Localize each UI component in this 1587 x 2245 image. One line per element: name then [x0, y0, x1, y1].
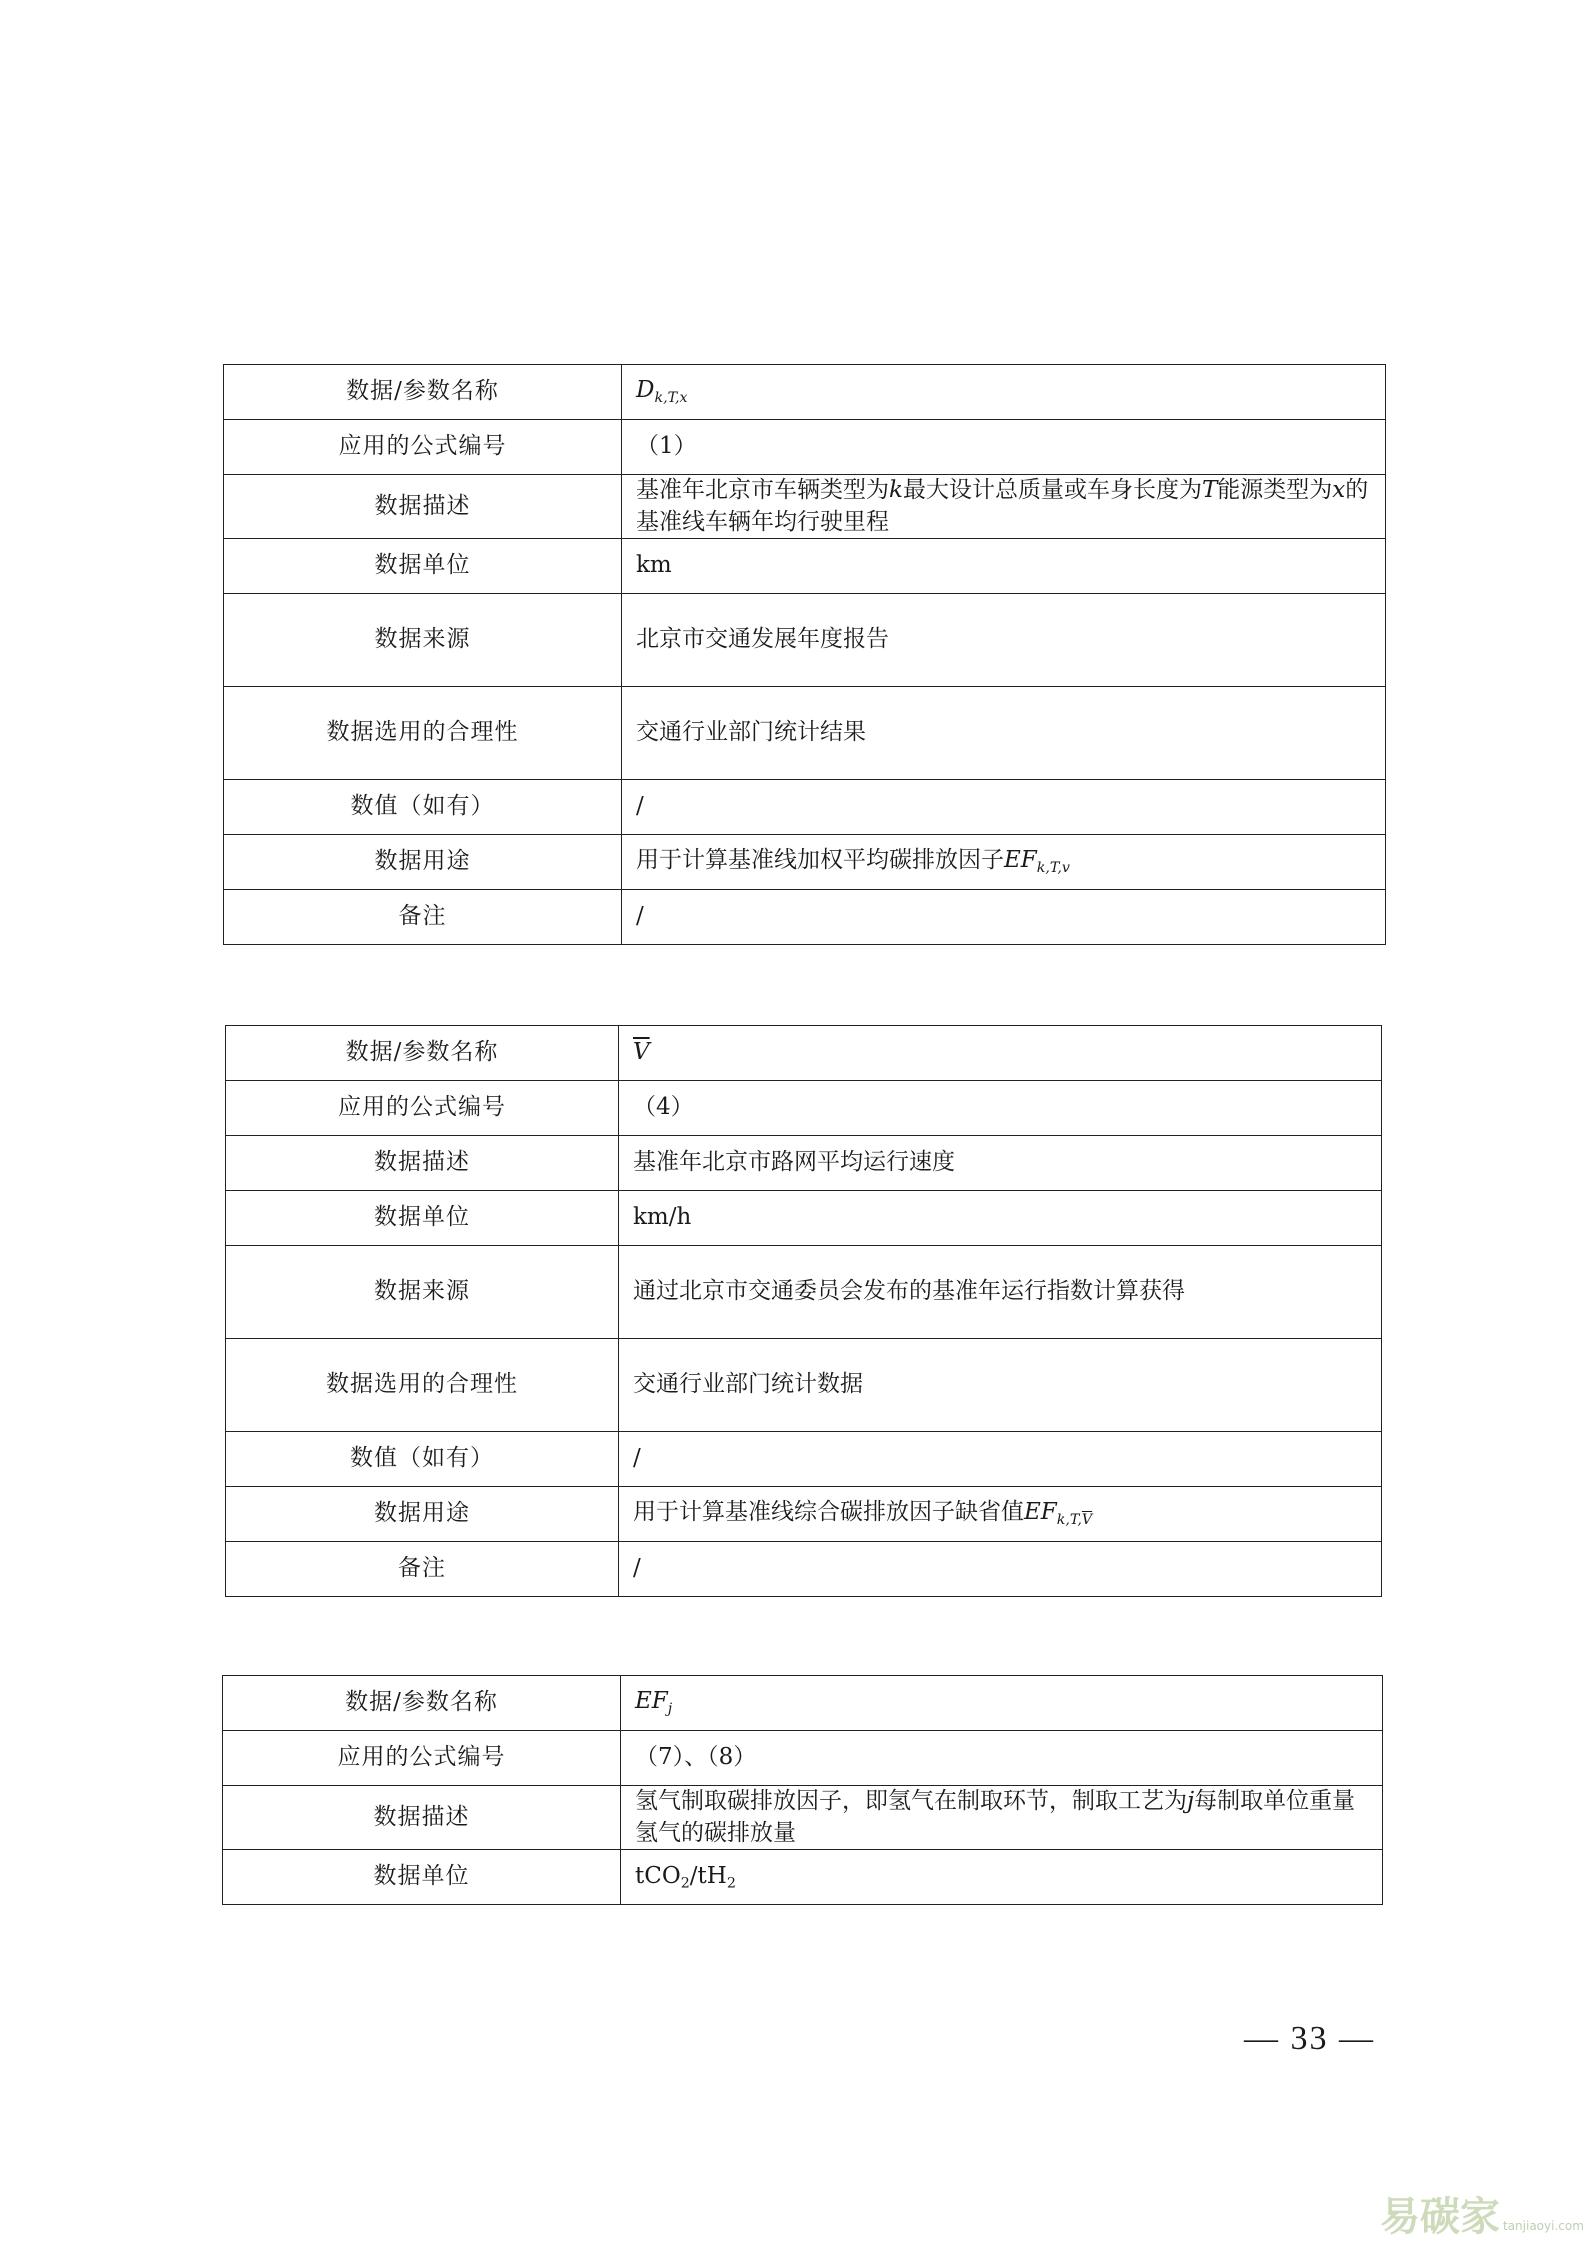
data-source: 通过北京市交通委员会发布的基准年运行指数计算获得 — [619, 1246, 1382, 1339]
data-value: / — [619, 1432, 1382, 1487]
row-label: 应用的公式编号 — [226, 1081, 619, 1136]
data-usage: 用于计算基准线加权平均碳排放因子$EF_{k,T,v}$ — [622, 835, 1386, 890]
watermark-brand: 易碳家 — [1380, 2194, 1500, 2240]
table-row — [226, 1026, 1382, 1081]
row-label: 数据选用的合理性 — [226, 1339, 619, 1432]
table-row — [224, 890, 1386, 945]
table-row — [226, 1246, 1382, 1339]
row-label: 数据来源 — [226, 1246, 619, 1339]
remarks: / — [622, 890, 1386, 945]
row-label: 数据/参数名称 — [223, 1676, 621, 1731]
row-label: 备注 — [224, 890, 622, 945]
table-row — [226, 1432, 1382, 1487]
formula-number: （7）、（8） — [621, 1731, 1383, 1786]
table-row — [226, 1542, 1382, 1597]
watermark-domain: tanjiaoyi.com — [1503, 2219, 1584, 2233]
watermark-logo — [1380, 2185, 1584, 2242]
row-label: 应用的公式编号 — [223, 1731, 621, 1786]
row-label: 备注 — [226, 1542, 619, 1597]
row-label: 数据描述 — [224, 475, 622, 539]
row-label: 数据/参数名称 — [226, 1026, 619, 1081]
table-row — [223, 1786, 1383, 1850]
row-label: 数据单位 — [224, 539, 622, 594]
data-unit: km/h — [619, 1191, 1382, 1246]
table-row — [224, 780, 1386, 835]
parameter-table-2 — [225, 1025, 1382, 1597]
data-rationale: 交通行业部门统计数据 — [619, 1339, 1382, 1432]
row-label: 数据单位 — [226, 1191, 619, 1246]
row-label: 应用的公式编号 — [224, 420, 622, 475]
table-row — [226, 1487, 1382, 1542]
table-row — [224, 835, 1386, 890]
table-row — [224, 539, 1386, 594]
data-unit: km — [622, 539, 1386, 594]
data-rationale: 交通行业部门统计结果 — [622, 687, 1386, 780]
row-label: 数据描述 — [226, 1136, 619, 1191]
table-row — [224, 594, 1386, 687]
data-unit: $tCO_2/tH_2$ — [621, 1850, 1383, 1905]
formula-number: （1） — [622, 420, 1386, 475]
row-label: 数据用途 — [224, 835, 622, 890]
data-source: 北京市交通发展年度报告 — [622, 594, 1386, 687]
row-label: 数据单位 — [223, 1850, 621, 1905]
data-description: 氢气制取碳排放因子，即氢气在制取环节，制取工艺为j每制取单位重量氢气的碳排放量 — [621, 1786, 1383, 1850]
row-label: 数据描述 — [223, 1786, 621, 1850]
table-row — [224, 365, 1386, 420]
table-row — [224, 420, 1386, 475]
param-symbol: $EF_j$ — [621, 1676, 1383, 1731]
row-label: 数值（如有） — [226, 1432, 619, 1487]
row-label: 数据用途 — [226, 1487, 619, 1542]
param-symbol: $D_{k,T,x}$ — [622, 365, 1386, 420]
row-label: 数据来源 — [224, 594, 622, 687]
parameter-table-3 — [222, 1675, 1383, 1905]
table-row — [224, 687, 1386, 780]
table-row — [226, 1191, 1382, 1246]
table-row — [223, 1676, 1383, 1731]
row-label: 数据/参数名称 — [224, 365, 622, 420]
table-row — [223, 1731, 1383, 1786]
data-description: 基准年北京市路网平均运行速度 — [619, 1136, 1382, 1191]
data-usage: 用于计算基准线综合碳排放因子缺省值$EF_{k,T,\overline{V}}$ — [619, 1487, 1382, 1542]
row-label: 数据选用的合理性 — [224, 687, 622, 780]
parameter-table-1 — [223, 364, 1386, 945]
table-row — [226, 1136, 1382, 1191]
table-row — [226, 1081, 1382, 1136]
data-description: 基准年北京市车辆类型为k最大设计总质量或车身长度为T能源类型为x的基准线车辆年均行驶里程 — [622, 475, 1386, 539]
table-row — [224, 475, 1386, 539]
param-symbol: $\overline{V}$ — [619, 1026, 1382, 1081]
page-number: — 33 — — [1244, 2020, 1375, 2057]
table-row — [223, 1850, 1383, 1905]
formula-number: （4） — [619, 1081, 1382, 1136]
table-row — [226, 1339, 1382, 1432]
data-value: / — [622, 780, 1386, 835]
row-label: 数值（如有） — [224, 780, 622, 835]
remarks: / — [619, 1542, 1382, 1597]
